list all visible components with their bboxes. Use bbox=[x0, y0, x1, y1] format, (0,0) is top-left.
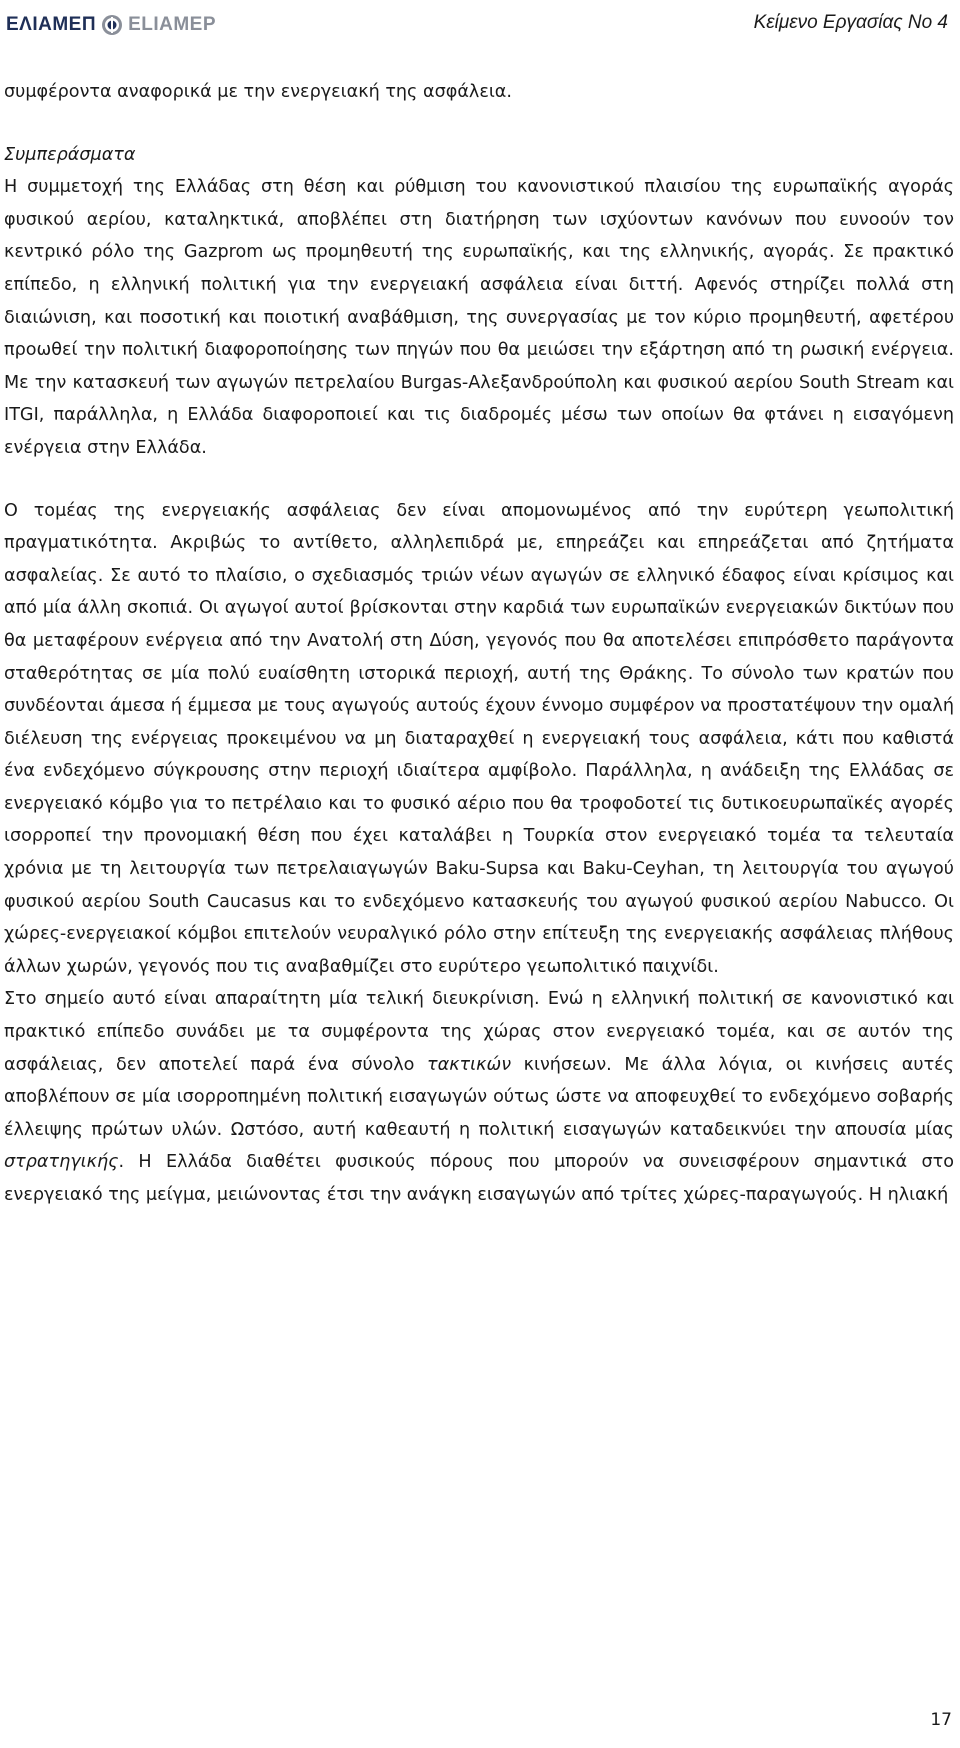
section-heading: Συμπεράσματα bbox=[4, 144, 136, 165]
emphasis-strategy: στρατηγικής bbox=[4, 1152, 119, 1173]
paragraph-3-part-b: κινήσεων. Με άλλα λόγια, οι κινήσεις αυτές αποβλέπουν σε μία ισορροπημένη πολιτική εισαγωγών ούτως ώστε να αποφευχθεί το ενδεχόμενο σοβαρής έλλειψης πρώτων υλών. Ωστόσο, αυτή καθεαυτή η πολιτική εισαγωγών καταδεικνύει την απουσία μίας bbox=[4, 1054, 954, 1140]
document-series-title: Κείμενο Εργασίας Νο 4 bbox=[753, 12, 948, 33]
eliamep-logo bbox=[6, 12, 216, 38]
page-header bbox=[0, 0, 960, 54]
paragraph-2: Ο τομέας της ενεργειακής ασφάλειας δεν είναι απομονωμένος από την ευρύτερη γεωπολιτική πραγματικότητα. Ακριβώς το αντίθετο, αλληλεπιδρά με, επηρεάζει και επηρεάζεται από ζητήματα ασφαλείας. Σε αυτό το πλαίσιο, ο σχεδιασμός τριών νέων αγωγών σε ελληνικό έδαφος είναι κρίσιμος και από μία άλλη σκοπιά. Οι αγωγοί αυτοί βρίσκονται στην καρδιά των ευρωπαϊκών ενεργειακών δικτύων που θα μεταφέρουν ενέργεια από την Ανατολή στη Δύση, γεγονός που θα αποτελέσει επιπρόσθετο παράγοντα σταθερότητας σε μία πολύ ευαίσθητη ιστορικά περιοχή, αυτή της Θράκης. Το σύνολο των κρατών που συνδέονται άμεσα ή έμμεσα με τους αγωγούς αυτούς έχουν έννομο συμφέρον να προστατέψουν την ομαλή διέλευση της ενέργειας προκειμένου να μη διαταραχθεί η ενεργειακή τους ασφάλεια, κάτι που καθιστά ένα ενδεχόμενο σύγκρουσης στην περιοχή ιδιαίτερα αμφίβολο. Παράλληλα, η ανάδειξη της Ελλάδας σε ενεργειακό κόμβο για το πετρέλαιο και το φυσικό αέριο που θα τροφοδοτεί τις δυτικοευρωπαϊκές αγορές ισορροπεί την προνομιακή θέση που έχει καταλάβει η Τουρκία στον ενεργειακό τομέα τα τελευταία χρόνια με τη λειτουργία των πετρελαιαγωγών Baku-Supsa και Baku-Ceyhan, τη λειτουργία του αγωγού φυσικού αερίου South Caucasus και το ενδεχόμενο κατασκευής του αγωγού φυσικού αερίου Nabucco. Οι χώρες-ενεργειακοί κόμβοι επιτελούν νευραλγικό ρόλο στην επίτευξη της ενεργειακής ασφάλειας πλήθους άλλων χωρών, γεγονός που τις αναβαθμίζει στο ευρύτερο γεωπολιτικό παιχνίδι. bbox=[4, 500, 954, 977]
paragraph-1: Η συμμετοχή της Ελλάδας στη θέση και ρύθμιση του κανονιστικού πλαισίου της ευρωπαϊκής αγοράς φυσικού αερίου, καταληκτικά, αποβλέπει στη διατήρηση των ισχύοντων κανόνων που ευνοούν τον κεντρικό ρόλο της Gazprom ως προμηθευτή της ευρωπαϊκής, και της ελληνικής, αγοράς. Σε πρακτικό επίπεδο, η ελληνική πολιτική για την ενεργειακή ασφάλεια είναι διττή. Αφενός στηρίζει πολλά στη διαιώνιση, και ποσοτική και ποιοτική αναβάθμιση, της συνεργασίας με τον κύριο προμηθευτή, αφετέρου προωθεί την πολιτική διαφοροποίησης των πηγών που θα μειώσει την εξάρτηση από τη ρωσική ενέργεια. Με την κατασκευή των αγωγών πετρελαίου Burgas-Αλεξανδρούπολη και φυσικού αερίου South Stream και ITGI, παράλληλα, η Ελλάδα διαφοροποιεί και τις διαδρομές μέσω των οποίων θα φτάνει η εισαγόμενη ενέργεια στην Ελλάδα. bbox=[4, 177, 954, 458]
emphasis-tactical: τακτικών bbox=[427, 1054, 512, 1075]
logo-latin-text: ΕLIAMEP bbox=[128, 14, 217, 35]
intro-paragraph: συμφέροντα αναφορικά με την ενεργειακή της ασφάλεια. bbox=[4, 82, 512, 102]
page-number: 17 bbox=[930, 1710, 952, 1730]
document-body bbox=[4, 76, 954, 1212]
eliamep-emblem-icon bbox=[101, 14, 123, 36]
paragraph-3-part-c: . Η Ελλάδα διαθέτει φυσικούς πόρους που μπορούν να συνεισφέρουν σημαντικά στο ενεργειακό της μείγμα, μειώνοντας έτσι την ανάγκη εισαγωγών από τρίτες χώρες-παραγωγούς. Η ηλιακή bbox=[4, 1152, 954, 1205]
paragraph-3 bbox=[4, 983, 954, 1211]
paragraph-3-part-a: Στο σημείο αυτό είναι απαραίτητη μία τελική διευκρίνιση. Ενώ η ελληνική πολιτική σε κανονιστικό και πρακτικό επίπεδο συνάδει με τα συμφέροντα της χώρας στον ενεργειακό τομέα, και σε αυτόν της ασφάλειας, δεν αποτελεί παρά ένα σύνολο bbox=[4, 989, 954, 1075]
logo-greek-text: ΕΛΙΑΜΕΠ bbox=[6, 14, 97, 35]
